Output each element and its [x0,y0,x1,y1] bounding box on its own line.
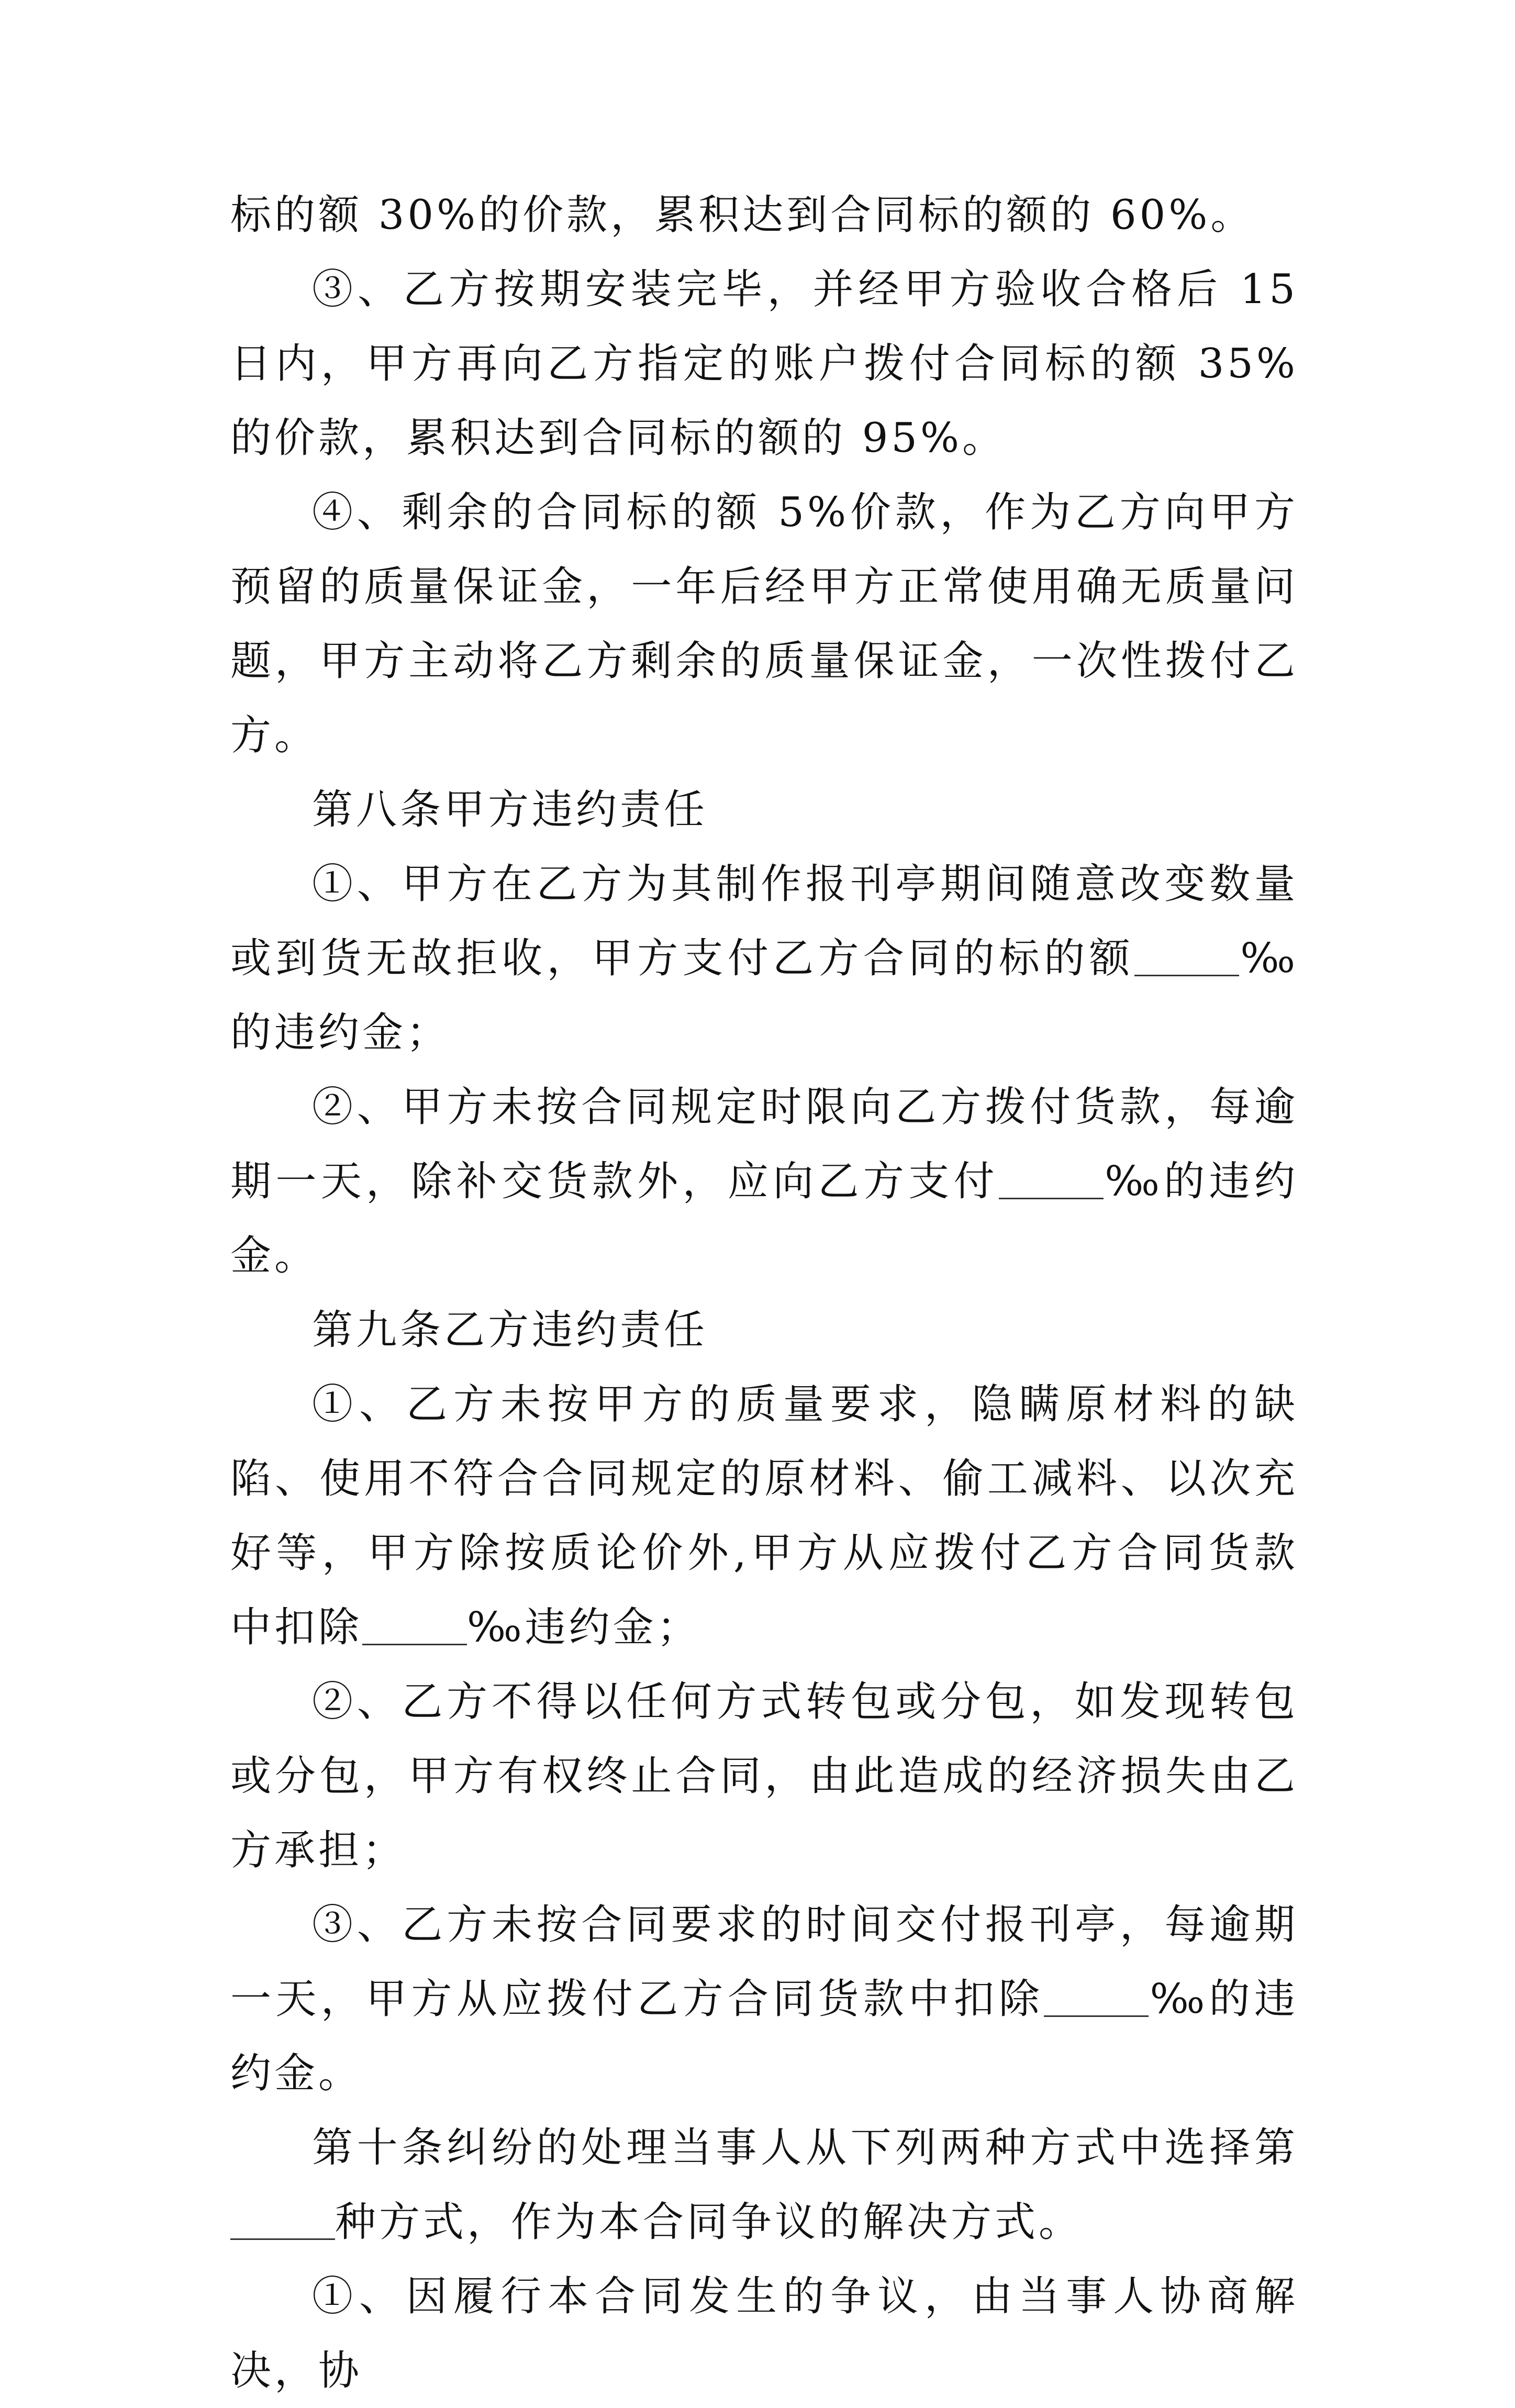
article-9-heading: 第九条乙方违约责任 [312,1307,708,1354]
text-segment: 种方式，作为本合同争议的解决方式。 [335,2199,1083,2246]
paragraph-party-a-breach-2 [230,1070,1298,1293]
paragraph-party-b-breach-1 [230,1367,1298,1665]
paragraph-installation-payment: ③、乙方按期安装完毕，并经甲方验收合格后 15 日内，甲方再向乙方指定的账户拨付合同标的额 35%的价款，累积达到合同标的额的 95%。 [230,266,1298,462]
text-segment: ‰的违约金。 [230,1158,1298,1279]
blank-line [1044,1979,1149,2017]
paragraph-payment-continued: 标的额 30%的价款，累积达到合同标的额的 60%。 [230,192,1255,239]
text-segment: ‰的违约金。 [230,1976,1298,2097]
paragraph-party-b-breach-3 [230,1888,1298,2111]
paragraph-party-b-breach-2: ②、乙方不得以任何方式转包或分包，如发现转包或分包，甲方有权终止合同，由此造成的经济损失由乙方承担； [230,1678,1298,1874]
blank-line [999,1161,1104,1199]
article-8-heading: 第八条甲方违约责任 [312,786,708,833]
text-segment: ①、甲方在乙方为其制作报刊亭期间随意改变数量或到货无故拒收，甲方支付乙方合同的标的额 [230,861,1298,982]
blank-line [362,1607,467,1645]
paragraph-quality-deposit: ④、剩余的合同标的额 5%价款，作为乙方向甲方预留的质量保证金，一年后经甲方正常使用确无质量问题，甲方主动将乙方剩余的质量保证金，一次性拨付乙方。 [230,489,1298,759]
text-segment: ‰违约金； [467,1604,701,1651]
blank-line [230,2202,335,2240]
text-segment: ②、甲方未按合同规定时限向乙方拨付货款，每逾期一天，除补交货款外，应向乙方支付 [230,1084,1298,1205]
article-10-paragraph [230,2111,1298,2259]
text-segment: ③、乙方未按合同要求的时间交付报刊亭，每逾期一天，甲方从应拨付乙方合同货款中扣除 [230,1901,1298,2023]
text-segment: 第十条纠纷的处理当事人从下列两种方式中选择第 [312,2124,1298,2171]
text-segment: ‰的违约金； [230,935,1298,1056]
blank-line [1134,938,1239,976]
text-segment: ①、乙方未按甲方的质量要求，隐瞒原材料的缺陷、使用不符合合同规定的原材料、偷工减料、以次充好等，甲方除按质论价外,甲方从应拨付乙方合同货款中扣除 [230,1381,1298,1651]
paragraph-party-a-breach-1 [230,847,1298,1070]
document-body [230,178,1298,2408]
paragraph-dispute-resolution-1: ①、因履行本合同发生的争议，由当事人协商解决，协 [230,2273,1298,2394]
